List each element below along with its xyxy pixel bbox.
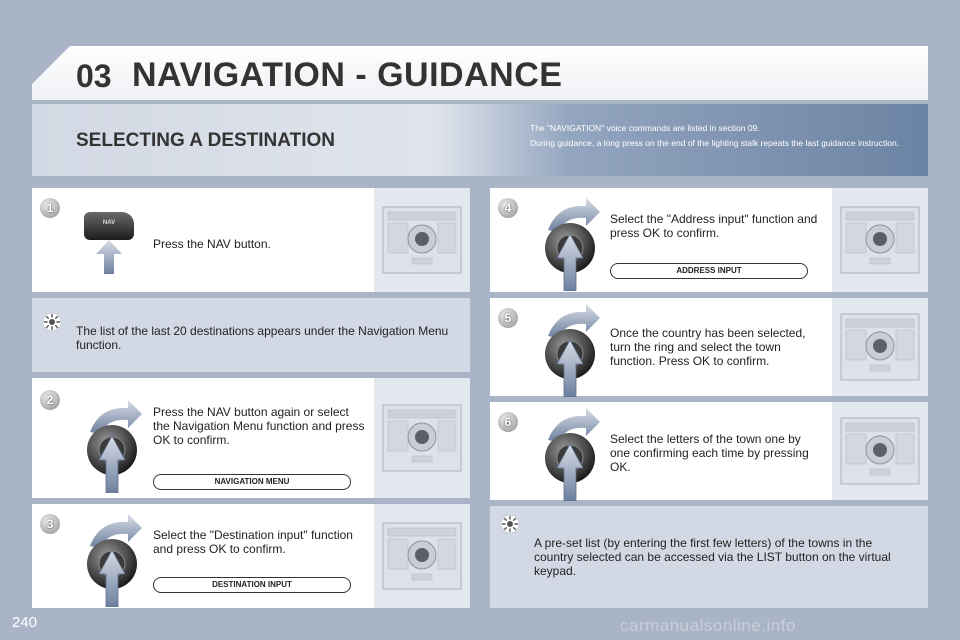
radio-unit-icon [840, 206, 920, 274]
step-2-text: Press the NAV button again or select the Navigation Menu function and press OK to confirm. [153, 405, 365, 447]
page-number: 240 [12, 614, 38, 631]
step-5-badge: 5 [498, 308, 518, 328]
step-3-badge: 3 [40, 514, 60, 534]
step-1-text: Press the NAV button. [153, 237, 271, 251]
radio-unit-icon [840, 417, 920, 485]
control-knob-icon [78, 512, 148, 607]
step-6-text: Select the letters of the town one by one confirming each time by pressing OK. [610, 432, 809, 474]
step-4-picture [832, 188, 928, 292]
step-6-badge: 6 [498, 412, 518, 432]
radio-unit-icon [382, 404, 462, 472]
control-knob-icon [536, 196, 606, 291]
step-5-picture [832, 298, 928, 396]
chapter-number: 03 [76, 58, 112, 94]
control-knob-icon [536, 302, 606, 397]
nav-button-label: NAV [102, 220, 116, 226]
step-1-badge: 1 [40, 198, 60, 218]
tip-2-text: A pre-set list (by entering the first few letters) of the towns in the country selected can be accessed via the LIST button on the virtual keypad. [534, 536, 891, 578]
nav-button-icon [76, 212, 142, 274]
press-arrow-icon [96, 240, 122, 274]
tip-sun-icon [500, 514, 520, 534]
destination-input-label: DESTINATION INPUT [153, 577, 351, 593]
voice-commands-note [530, 121, 915, 151]
step-3-picture [374, 504, 470, 608]
address-input-label: ADDRESS INPUT [610, 263, 808, 279]
radio-unit-icon [840, 313, 920, 381]
radio-unit-icon [382, 206, 462, 274]
section-title: SELECTING A DESTINATION [76, 130, 335, 151]
watermark: carmanualsonline.info [620, 616, 796, 635]
note-line-1: The "NAVIGATION" voice commands are listed in section 09. [530, 123, 760, 133]
navigation-menu-label: NAVIGATION MENU [153, 474, 351, 490]
step-2-badge: 2 [40, 390, 60, 410]
radio-unit-icon [382, 522, 462, 590]
control-knob-icon [78, 398, 148, 493]
step-2-picture [374, 378, 470, 498]
step-1-picture [374, 188, 470, 292]
chapter-title: NAVIGATION - GUIDANCE [132, 56, 563, 94]
tip-1-text: The list of the last 20 destinations appears under the Navigation Menu function. [76, 324, 449, 352]
step-4-text: Select the "Address input" function and press OK to confirm. [610, 212, 818, 240]
step-6-picture [832, 402, 928, 500]
step-3-text: Select the "Destination input" function and press OK to confirm. [153, 528, 353, 556]
step-4-badge: 4 [498, 198, 518, 218]
step-5-text: Once the country has been selected, turn the ring and select the town function. Press OK to confirm. [610, 326, 806, 368]
note-line-2: During guidance, a long press on the end of the lighting stalk repeats the last guidance instruction. [530, 138, 900, 148]
tip-sun-icon [42, 312, 62, 332]
control-knob-icon [536, 406, 606, 501]
